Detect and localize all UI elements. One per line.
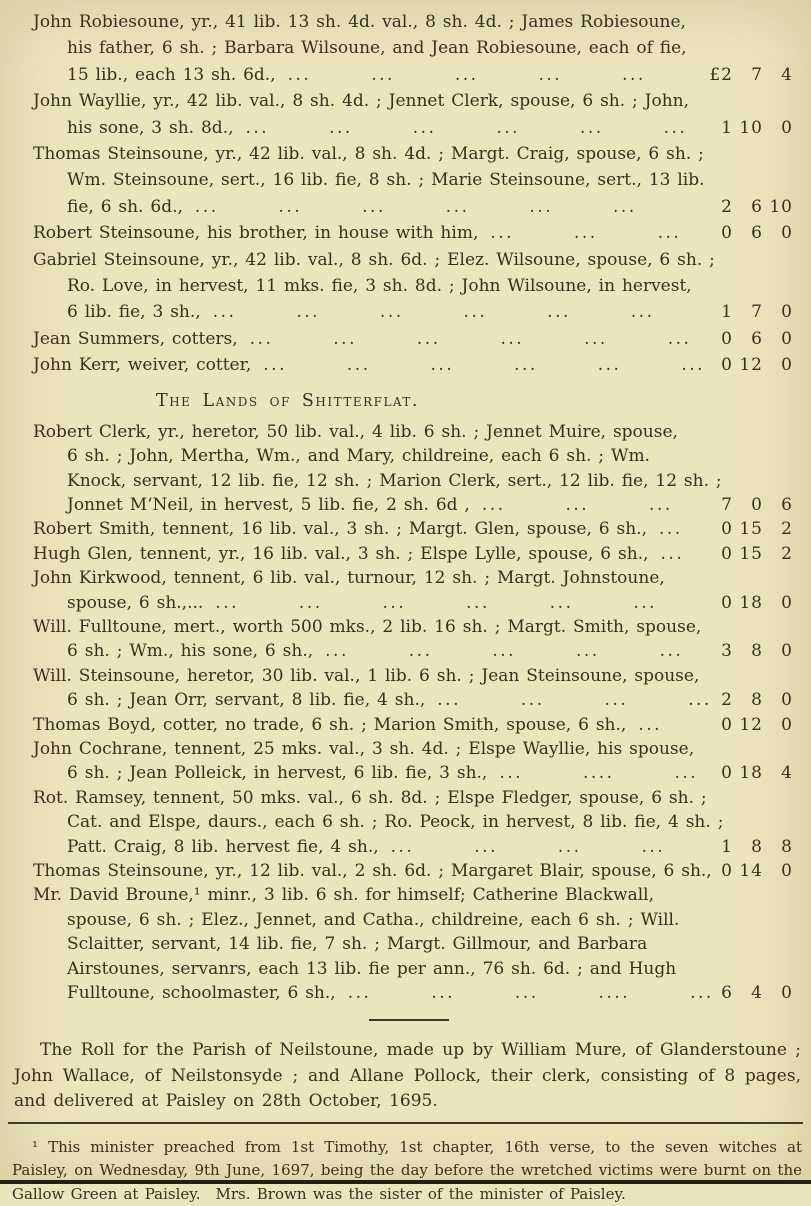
dot-leader: ... ... ... ... ... — [325, 641, 684, 662]
amount — [703, 713, 793, 737]
entry-line — [33, 664, 700, 688]
dot-leader: ... ... ... ... — [390, 836, 666, 857]
amount-shillings: 14 — [739, 861, 763, 881]
dot-leader: ... ... ... ... ... ... — [194, 196, 637, 217]
amount-pence: 10 — [769, 196, 793, 217]
entry-text: Robert Clerk, yr., heretor, 50 lib. val., 4 lib. 6 sh. ; Jennet Muire, spouse, — [33, 421, 678, 442]
entry-text: his father, 6 sh. ; Barbara Wilsoune, and Jean Robiesoune, each of fie, — [67, 38, 687, 59]
entry-text: spouse, 6 sh. ; Elez., Jennet, and Catha., childreine, each 6 sh. ; Will. — [67, 909, 680, 930]
entry-text: Will. Steinsoune, heretor, 30 lib. val., 1 lib. 6 sh. ; Jean Steinsoune, spouse, — [33, 665, 700, 686]
roll-section — [33, 420, 793, 1006]
entry-text: Hugh Glen, tennent, yr., 16 lib. val., 3 sh. ; Elspe Lylle, spouse, 6 sh., — [33, 543, 649, 564]
amount-shillings: 15 — [739, 519, 763, 540]
roll-section — [33, 9, 793, 379]
entry-line — [33, 639, 793, 663]
entry-line — [33, 326, 793, 352]
entry-line — [33, 62, 793, 88]
entry-line — [33, 115, 793, 141]
amount-shillings: 7 — [751, 302, 763, 323]
entry-line — [33, 957, 677, 981]
amount — [703, 761, 793, 785]
entry-text: 6 sh. ; Wm., his sone, 6 sh., — [67, 641, 314, 662]
entry-line — [33, 737, 695, 761]
dot-leader: ... ... ... ... — [437, 690, 712, 711]
amount-shillings: 12 — [739, 714, 763, 735]
amount-pence: 6 — [781, 494, 793, 515]
dot-leader: ... — [660, 543, 685, 564]
entry-line — [33, 542, 793, 566]
roll-entry — [33, 247, 793, 326]
footnote: ¹ This minister preached from 1st Timothy, 1st chapter, 16th verse, to the seven witches at Paisley, on Wednesday, 9th June, 1697, being the day before the wretched victims were burnt on the Gallow Green at Paisley. Mrs. Brown was the sister of the minister of Paisley. — [12, 1137, 802, 1203]
roll-entry — [33, 220, 793, 246]
entry-text: 6 lib. fie, 3 sh., — [67, 302, 201, 323]
amount-shillings: 0 — [751, 494, 763, 515]
amount-shillings: 8 — [751, 836, 763, 857]
dot-leader: ... ... ... ... ... ... — [249, 328, 692, 349]
closing-paragraph: The Roll for the Parish of Neilstoune, made up by William Mure, of Glanderstoune ; John Wallace, of Neilstonsyde ; and Allane Pollock, their clerk, consisting of 8 pages, and delivered at Paisley on 28th October, 1695. — [14, 1040, 801, 1112]
entry-text: spouse, 6 sh.,... — [67, 592, 204, 613]
amount-shillings: 15 — [739, 543, 763, 564]
roll-entry — [33, 737, 793, 786]
entry-text: Thomas Steinsoune, yr., 12 lib. val., 2 sh. 6d. ; Margaret Blair, spouse, 6 sh., — [33, 861, 712, 881]
amount — [703, 493, 793, 517]
entry-text: 6 sh. ; Jean Orr, servant, 8 lib. fie, 4 sh., — [67, 690, 426, 711]
entry-line — [33, 352, 793, 378]
amount-pence: 0 — [781, 117, 793, 138]
roll-entry — [33, 88, 793, 141]
entry-text: 6 sh. ; John, Mertha, Wm., and Mary, childreine, each 6 sh. ; Wm. — [67, 446, 650, 467]
amount — [703, 517, 793, 541]
amount — [703, 299, 793, 325]
amount-pence: 0 — [781, 328, 793, 349]
entry-text: fie, 6 sh. 6d., — [67, 196, 183, 217]
entry-line — [33, 786, 707, 810]
entry-line — [33, 493, 793, 517]
amount — [703, 639, 793, 663]
entry-line — [33, 835, 793, 859]
entry-text: Gabriel Steinsoune, yr., 42 lib. val., 8 sh. 6d. ; Elez. Wilsoune, spouse, 6 sh. ; — [33, 249, 715, 270]
amount-shillings: 18 — [739, 763, 763, 784]
roll-entry — [33, 141, 793, 220]
entry-line — [33, 761, 793, 785]
roll-entry — [33, 326, 793, 352]
roll-entry — [33, 859, 793, 883]
entry-text: John Kirkwood, tennent, 6 lib. val., turnour, 12 sh. ; Margt. Johnstoune, — [33, 568, 665, 589]
entry-text: John Wayllie, yr., 42 lib. val., 8 sh. 4d. ; Jennet Clerk, spouse, 6 sh. ; John, — [33, 91, 690, 112]
dot-leader: ... ... ... ... ... ... — [215, 592, 658, 613]
entry-line — [33, 566, 665, 590]
amount — [703, 591, 793, 615]
amount-pounds: 2 — [721, 690, 733, 711]
amount-pence: 0 — [781, 355, 793, 376]
amount-shillings: 6 — [751, 328, 763, 349]
amount-pence: 8 — [781, 836, 793, 857]
entry-line — [33, 810, 724, 834]
roll-entry — [33, 566, 793, 615]
amount-shillings: 8 — [751, 641, 763, 662]
amount-pence: 0 — [781, 861, 793, 881]
assessment-roll — [0, 9, 811, 1005]
roll-entry — [33, 615, 793, 664]
entry-line — [33, 88, 690, 114]
entry-text: Airstounes, servanrs, each 13 lib. fie per ann., 76 sh. 6d. ; and Hugh — [67, 958, 677, 979]
entry-line — [33, 859, 793, 883]
amount-shillings: 6 — [751, 196, 763, 217]
entry-line — [33, 141, 704, 167]
dot-leader: ... ... ... ... ... ... — [212, 302, 655, 323]
amount-pounds: 0 — [721, 714, 733, 735]
footnote-rule — [8, 1122, 803, 1124]
entry-line — [33, 615, 702, 639]
amount-pounds: 0 — [721, 543, 733, 564]
amount-pounds: 2 — [721, 196, 733, 217]
entry-text: 15 lib., each 13 sh. 6d., — [67, 64, 276, 85]
entry-text: John Cochrane, tennent, 25 mks. val., 3 sh. 4d. ; Elspe Wayllie, his spouse, — [33, 738, 695, 759]
entry-text: Jean Summers, cotters, — [33, 328, 238, 349]
dot-leader: ... ... ... ... ... ... — [245, 117, 688, 138]
entry-line — [33, 932, 660, 956]
entry-text: Mr. David Broune,¹ minr., 3 lib. 6 sh. for himself; Catherine Blackwall, — [33, 885, 654, 906]
entry-line — [33, 469, 722, 493]
entry-text: Jonnet M‘Neil, in hervest, 5 lib. fie, 2 sh. 6d , — [67, 494, 470, 515]
amount-pounds: 0 — [721, 223, 733, 244]
amount-pounds: 0 — [721, 861, 733, 881]
section-divider-rule — [369, 1019, 449, 1021]
dot-leader: ... ... ... — [490, 223, 682, 244]
entry-text: Thomas Steinsoune, yr., 42 lib. val., 8 sh. 4d. ; Margt. Craig, spouse, 6 sh. ; — [33, 144, 704, 165]
dot-leader: ... ... ... ... ... — [287, 64, 646, 85]
amount — [703, 688, 793, 712]
entry-line — [33, 688, 793, 712]
amount — [703, 859, 793, 883]
entry-line — [33, 35, 687, 61]
page-bottom-edge — [0, 1180, 811, 1184]
entry-line — [33, 220, 793, 246]
entry-text: 6 sh. ; Jean Polleick, in hervest, 6 lib. fie, 3 sh., — [67, 763, 488, 784]
entry-line — [33, 167, 705, 193]
roll-entry — [33, 664, 793, 713]
dot-leader: ... ... ... .... ... — [347, 983, 714, 1004]
entry-line — [33, 273, 692, 299]
amount-pounds: 0 — [721, 519, 733, 540]
entry-line — [33, 517, 793, 541]
amount — [703, 220, 793, 246]
entry-text: Thomas Boyd, cotter, no trade, 6 sh. ; Marion Smith, spouse, 6 sh., — [33, 714, 627, 735]
amount — [703, 835, 793, 859]
dot-leader: ... ... ... — [481, 494, 673, 515]
amount — [703, 326, 793, 352]
amount — [703, 194, 793, 220]
entry-line — [33, 420, 678, 444]
amount-pounds: 0 — [721, 592, 733, 613]
entry-line — [33, 247, 715, 273]
amount-pence: 2 — [781, 519, 793, 540]
amount — [703, 115, 793, 141]
amount-pence: 0 — [781, 641, 793, 662]
amount-pounds: 1 — [721, 836, 733, 857]
roll-entry — [33, 542, 793, 566]
amount-pence: 0 — [781, 714, 793, 735]
amount-pence: 4 — [781, 763, 793, 784]
entry-text: John Kerr, weiver, cotter, — [33, 355, 252, 376]
amount-shillings: 18 — [739, 592, 763, 613]
amount — [703, 62, 793, 88]
amount-shillings: 8 — [751, 690, 763, 711]
dot-leader: ... .... ... — [499, 763, 699, 784]
entry-text: Knock, servant, 12 lib. fie, 12 sh. ; Marion Clerk, sert., 12 lib. fie, 12 sh. ; — [67, 470, 722, 491]
roll-entry — [33, 883, 793, 1005]
entry-line — [33, 591, 793, 615]
dot-leader: ... ... ... ... ... ... — [263, 355, 706, 376]
entry-text: Patt. Craig, 8 lib. hervest fie, 4 sh., — [67, 836, 379, 857]
amount-pounds: 7 — [721, 494, 733, 515]
amount-pence: 0 — [781, 983, 793, 1004]
amount-pounds: 0 — [721, 328, 733, 349]
roll-entry — [33, 9, 793, 88]
amount-shillings: 10 — [739, 117, 763, 138]
amount-pence: 0 — [781, 592, 793, 613]
entry-text: John Robiesoune, yr., 41 lib. 13 sh. 4d. val., 8 sh. 4d. ; James Robiesoune, — [33, 12, 686, 32]
amount-pence: 0 — [781, 223, 793, 244]
entry-line — [33, 713, 793, 737]
roll-entry — [33, 420, 793, 518]
entry-text: Will. Fulltoune, mert., worth 500 mks., 2 lib. 16 sh. ; Margt. Smith, spouse, — [33, 616, 702, 637]
roll-entry — [33, 786, 793, 859]
amount — [703, 981, 793, 1005]
entry-line — [33, 981, 793, 1005]
section-heading: The Lands of Shitterflat. — [156, 390, 419, 411]
entry-text: Cat. and Elspe, daurs., each 6 sh. ; Ro. Peock, in hervest, 8 lib. fie, 4 sh. ; — [67, 812, 724, 833]
amount-pounds: 6 — [721, 983, 733, 1004]
entry-line — [33, 194, 793, 220]
roll-entry — [33, 713, 793, 737]
amount-pence: 2 — [781, 543, 793, 564]
amount-pounds: 1 — [721, 302, 733, 323]
entry-text: Rot. Ramsey, tennent, 50 mks. val., 6 sh. 8d. ; Elspe Fledger, spouse, 6 sh. ; — [33, 787, 707, 808]
amount — [703, 542, 793, 566]
entry-line — [33, 908, 680, 932]
amount-shillings: 7 — [751, 64, 763, 85]
amount-pounds: £2 — [709, 64, 733, 85]
entry-text: Ro. Love, in hervest, 11 mks. fie, 3 sh. 8d. ; John Wilsoune, in hervest, — [67, 276, 692, 297]
amount-shillings: 12 — [739, 355, 763, 376]
entry-text: Wm. Steinsoune, sert., 16 lib. fie, 8 sh. ; Marie Steinsoune, sert., 13 lib. — [67, 170, 705, 191]
amount — [703, 352, 793, 378]
amount-pounds: 0 — [721, 763, 733, 784]
entry-line — [33, 299, 793, 325]
amount-pounds: 3 — [721, 641, 733, 662]
entry-text: Sclaitter, servant, 14 lib. fie, 7 sh. ; Margt. Gillmour, and Barbara — [67, 934, 648, 955]
amount-pounds: 1 — [721, 117, 733, 138]
entry-line — [33, 883, 660, 907]
amount-shillings: 4 — [751, 983, 763, 1004]
entry-line — [33, 444, 660, 468]
amount-shillings: 6 — [751, 223, 763, 244]
dot-leader: ... — [638, 714, 663, 735]
amount-pence: 0 — [781, 690, 793, 711]
amount-pence: 0 — [781, 302, 793, 323]
entry-text: his sone, 3 sh. 8d., — [67, 117, 234, 138]
entry-text: Fulltoune, schoolmaster, 6 sh., — [67, 983, 336, 1004]
dot-leader: ... — [659, 519, 683, 540]
entry-text: Robert Smith, tennent, 16 lib. val., 3 sh. ; Margt. Glen, spouse, 6 sh., — [33, 519, 647, 540]
roll-entry — [33, 352, 793, 378]
amount-pence: 4 — [781, 64, 793, 85]
entry-line — [33, 9, 686, 35]
roll-entry — [33, 517, 793, 541]
entry-text: Robert Steinsoune, his brother, in house with him, — [33, 223, 479, 244]
amount-pounds: 0 — [721, 355, 733, 376]
